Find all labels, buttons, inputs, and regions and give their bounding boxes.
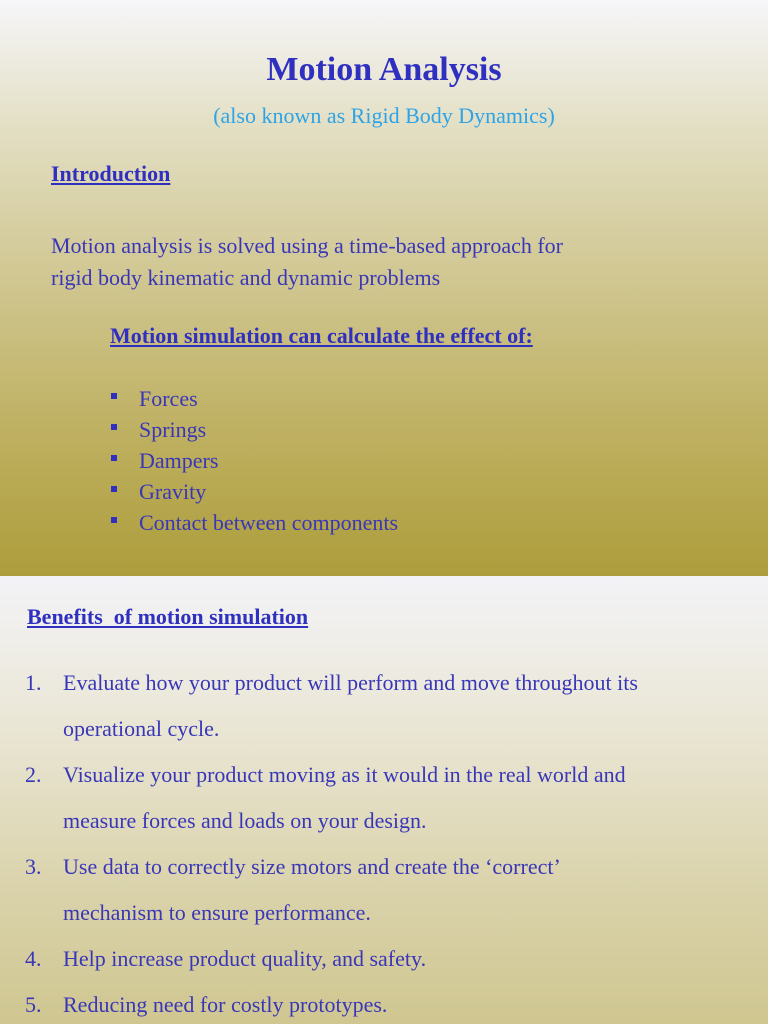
item-number: 3.: [25, 854, 42, 879]
bullet-item: Springs: [110, 414, 398, 445]
item-number: 2.: [25, 762, 42, 787]
introduction-paragraph: [51, 230, 711, 294]
bullet-item: Dampers: [110, 445, 398, 476]
item-number: 4.: [25, 946, 42, 971]
item-line-1: Visualize your product moving as it would in the real world and: [63, 762, 626, 787]
benefit-item: [25, 660, 745, 752]
benefits-list: [25, 660, 745, 1028]
square-bullet-icon: [111, 424, 117, 430]
effect-bullet-list: [110, 383, 398, 538]
item-line-1: Evaluate how your product will perform and move throughout its: [63, 670, 638, 695]
benefit-item: [25, 752, 745, 844]
benefits-heading: Benefits of motion simulation: [27, 604, 309, 629]
square-bullet-icon: [111, 455, 117, 461]
square-bullet-icon: [111, 517, 117, 523]
bullet-item: Forces: [110, 383, 398, 414]
slide-subtitle: (also known as Rigid Body Dynamics): [213, 103, 555, 128]
item-number: 1.: [25, 670, 42, 695]
benefit-item: [25, 936, 745, 982]
benefit-item: [25, 982, 745, 1028]
intro-line-1: Motion analysis is solved using a time-based approach for: [51, 233, 564, 258]
square-bullet-icon: [111, 393, 117, 399]
item-line-1: Use data to correctly size motors and create the ‘correct’: [63, 854, 561, 879]
bullet-item: Contact between components: [110, 507, 398, 538]
introduction-heading: Introduction: [51, 161, 171, 186]
bullet-item: Gravity: [110, 476, 398, 507]
item-line-2: measure forces and loads on your design.: [63, 808, 427, 833]
slide-title: Motion Analysis: [266, 51, 502, 88]
item-line-2: operational cycle.: [63, 716, 220, 741]
item-line-1: Reducing need for costly prototypes.: [63, 992, 388, 1017]
benefit-item: [25, 844, 745, 936]
square-bullet-icon: [111, 486, 117, 492]
item-line-2: mechanism to ensure performance.: [63, 900, 371, 925]
item-number: 5.: [25, 992, 42, 1017]
effect-heading: Motion simulation can calculate the effect of:: [110, 323, 533, 348]
intro-line-2: rigid body kinematic and dynamic problems: [51, 265, 441, 290]
item-line-1: Help increase product quality, and safety.: [63, 946, 427, 971]
